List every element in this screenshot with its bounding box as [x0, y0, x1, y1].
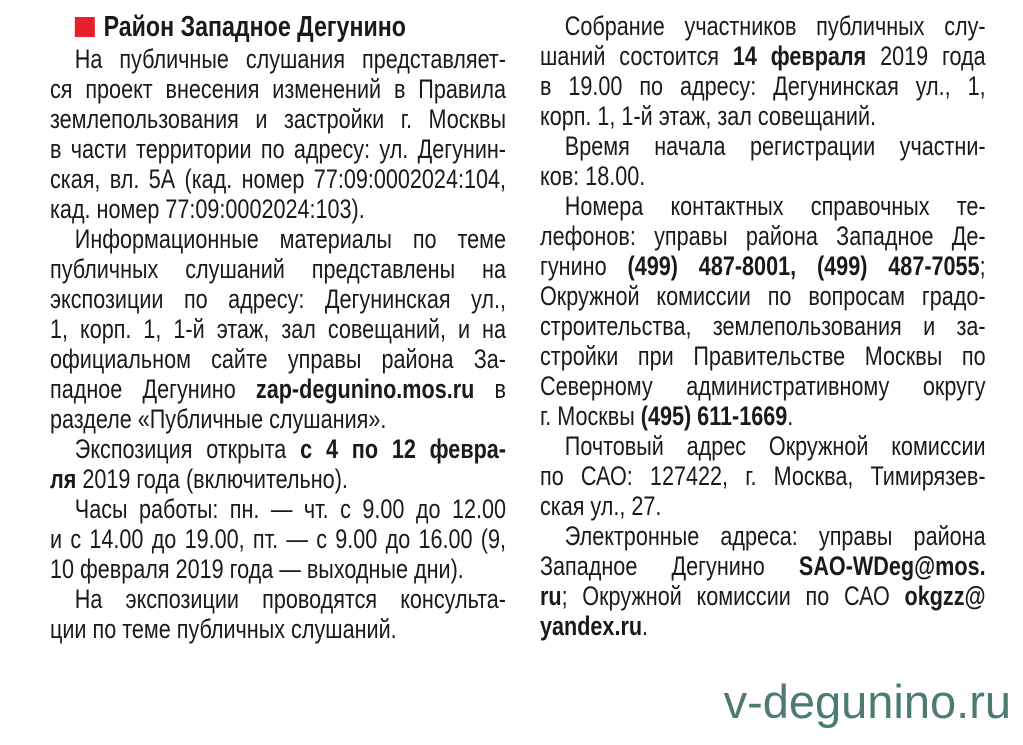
text-line [540, 401, 986, 431]
bold-text: yandex.ru [540, 611, 643, 641]
text-line [540, 41, 986, 71]
text: ; [979, 251, 986, 281]
text-line [540, 101, 986, 131]
text-line [540, 131, 986, 161]
text-line [50, 284, 506, 314]
bold-text: ля [50, 464, 77, 494]
paragraph [540, 11, 986, 131]
text: ции по теме публичных слушаний. [50, 614, 397, 644]
text-line [540, 11, 986, 41]
text: экспозиции по адресу: Дегунинская ул., [50, 284, 506, 314]
text: строительства, землепользования и за- [540, 311, 986, 341]
text: . [787, 401, 794, 431]
paragraph [50, 584, 506, 644]
text: землепользования и застройки г. Москвы [50, 104, 506, 134]
text: Экспозиция открыта [74, 434, 301, 464]
text-line [540, 71, 986, 101]
text-line [540, 461, 986, 491]
text: Часы работы: пн. — чт. с 9.00 до 12.00 [74, 494, 507, 524]
paragraph [540, 191, 986, 431]
text: На экспозиции проводятся консульта- [74, 584, 507, 614]
paragraph [540, 521, 986, 641]
text-line [50, 374, 506, 404]
text-line [540, 191, 986, 221]
text-line [540, 281, 986, 311]
right-column [540, 11, 986, 641]
text-line [540, 341, 986, 371]
bold-text: (495) 611-1669 [640, 401, 788, 431]
text-line [50, 254, 506, 284]
paragraph [50, 44, 506, 224]
text-line [50, 554, 506, 584]
paragraph [50, 434, 506, 494]
text-line [50, 74, 506, 104]
section-title: Район Западное Дегунино [103, 11, 406, 43]
text: в [474, 374, 506, 404]
text: лефонов: управы района Западное Де- [540, 221, 986, 251]
text-line [50, 314, 506, 344]
text: 2019 года [866, 41, 986, 71]
text-line [540, 371, 986, 401]
left-column-paragraphs [50, 44, 506, 644]
left-column [50, 11, 506, 644]
text-line [50, 434, 506, 464]
watermark-site-url: v-degunino.ru [723, 675, 1011, 728]
text: На публичные слушания представляет- [74, 44, 507, 74]
bold-text: okgzz@ [904, 581, 986, 611]
text-line [50, 464, 506, 494]
text: ся проект внесения изменений в Правила [50, 74, 506, 104]
text: Северному административному округу [540, 371, 986, 401]
text: и с 14.00 до 19.00, пт. — с 9.00 до 16.00 (9, [50, 524, 506, 554]
bold-text: ru [540, 581, 562, 611]
text: . [642, 611, 649, 641]
text-line [50, 44, 506, 74]
paragraph [50, 494, 506, 584]
text-line [540, 611, 986, 641]
text: 1, корп. 1, 1-й этаж, зал совещаний, и на [50, 314, 506, 344]
text: стройки при Правительстве Москвы по [540, 341, 986, 371]
paragraph [540, 431, 986, 521]
text-line [540, 221, 986, 251]
text-line [540, 431, 986, 461]
text: ; Окружной комиссии по САО [561, 581, 905, 611]
text-line [50, 134, 506, 164]
text: г. Москвы [540, 401, 641, 431]
text-line [540, 491, 986, 521]
text-line [50, 404, 506, 434]
text: ская, вл. 5А (кад. номер 77:09:0002024:104, [50, 164, 506, 194]
text-line [50, 164, 506, 194]
text: Западное Дегунино [540, 551, 799, 581]
text-line [50, 104, 506, 134]
text: Собрание участников публичных слу- [564, 11, 986, 41]
text-line [540, 581, 986, 611]
bold-text: с 4 по 12 февра- [300, 434, 506, 464]
section-heading [50, 11, 506, 44]
text: 2019 года (включительно). [76, 464, 348, 494]
bold-text: 14 февраля [732, 41, 867, 71]
text: по САО: 127422, г. Москва, Тимирязев- [540, 461, 986, 491]
text: шаний состоится [540, 41, 733, 71]
text: публичных слушаний представлены на [50, 254, 506, 284]
text: корп. 1, 1-й этаж, зал совещаний. [540, 101, 877, 131]
text: 10 февраля 2019 года — выходные дни). [50, 554, 464, 584]
text: ская ул., 27. [540, 491, 662, 521]
paragraph [540, 131, 986, 191]
text-line [540, 251, 986, 281]
text-line [50, 524, 506, 554]
text-line [540, 161, 986, 191]
text-line [540, 521, 986, 551]
text: кад. номер 77:09:0002024:103). [50, 194, 365, 224]
text-line [50, 344, 506, 374]
text: гунино [540, 251, 628, 281]
text-line [50, 194, 506, 224]
text: Информационные материалы по теме [74, 224, 507, 254]
text-line [50, 224, 506, 254]
right-column-paragraphs [540, 11, 986, 641]
text: падное Дегунино [50, 374, 256, 404]
text: Электронные адреса: управы района [564, 521, 986, 551]
text: Номера контактных справочных те- [564, 191, 986, 221]
text-line [50, 614, 506, 644]
text-line [50, 584, 506, 614]
text: в 19.00 по адресу: Дегунинская ул., 1, [540, 71, 986, 101]
text: официальном сайте управы района За- [50, 344, 506, 374]
text: Почтовый адрес Окружной комиссии [564, 431, 986, 461]
text-line [540, 311, 986, 341]
text: Окружной комиссии по вопросам градо- [540, 281, 986, 311]
text: в части территории по адресу: ул. Дегунин- [50, 134, 506, 164]
text: Время начала регистрации участни- [564, 131, 986, 161]
bold-text: zap-degunino.mos.ru [255, 374, 475, 404]
text-line [50, 494, 506, 524]
text: разделе «Публичные слушания». [50, 404, 387, 434]
red-square-bullet-icon [75, 17, 95, 37]
text-line [540, 551, 986, 581]
bold-text: SAO-WDeg@mos. [798, 551, 986, 581]
text: ков: 18.00. [540, 161, 646, 191]
bold-text: (499) 487-8001, (499) 487-7055 [627, 251, 980, 281]
paragraph [50, 224, 506, 434]
